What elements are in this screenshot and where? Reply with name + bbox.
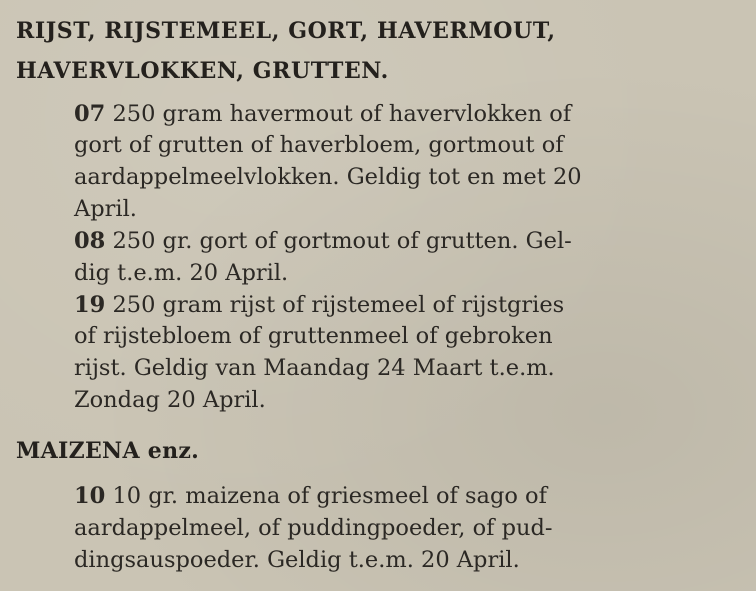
coupon-19-line: of rijstebloem of gruttenmeel of gebroken <box>74 323 553 349</box>
coupon-19-line: rijst. Geldig van Maandag 24 Maart t.e.m. <box>74 355 555 381</box>
coupon-number: 10 <box>74 483 106 509</box>
coupon-10-line <box>74 483 547 509</box>
coupon-text: 250 gr. gort of gortmout of grutten. Gel- <box>105 228 572 254</box>
coupon-number: 19 <box>74 292 106 318</box>
coupon-text: 250 gram rijst of rijstemeel of rijstgries <box>105 292 565 318</box>
coupon-07-line: aardappelmeelvlokken. Geldig tot en met 20 <box>74 164 582 190</box>
coupon-19-line: Zondag 20 April. <box>74 387 266 413</box>
coupon-07-line <box>74 101 571 127</box>
coupon-number: 08 <box>74 228 106 254</box>
coupon-07-line: gort of grutten of haverbloem, gortmout of <box>74 132 564 158</box>
section-heading-rice-continued: HAVERVLOKKEN, GRUTTEN. <box>16 58 389 84</box>
section-heading-maizena: MAIZENA enz. <box>16 438 200 464</box>
coupon-text: 250 gram havermout of havervlokken of <box>105 101 572 127</box>
coupon-text: 10 gr. maizena of griesmeel of sago of <box>105 483 547 509</box>
coupon-10-line: dingsauspoeder. Geldig t.e.m. 20 April. <box>74 547 520 573</box>
coupon-08-line: dig t.e.m. 20 April. <box>74 260 289 286</box>
coupon-07-line: April. <box>74 196 137 222</box>
coupon-10-line: aardappelmeel, of puddingpoeder, of pud- <box>74 515 553 541</box>
section-heading-rice: RIJST, RIJSTEMEEL, GORT, HAVERMOUT, <box>16 18 556 44</box>
coupon-19-line <box>74 292 564 318</box>
coupon-08-line <box>74 228 572 254</box>
coupon-number: 07 <box>74 101 106 127</box>
